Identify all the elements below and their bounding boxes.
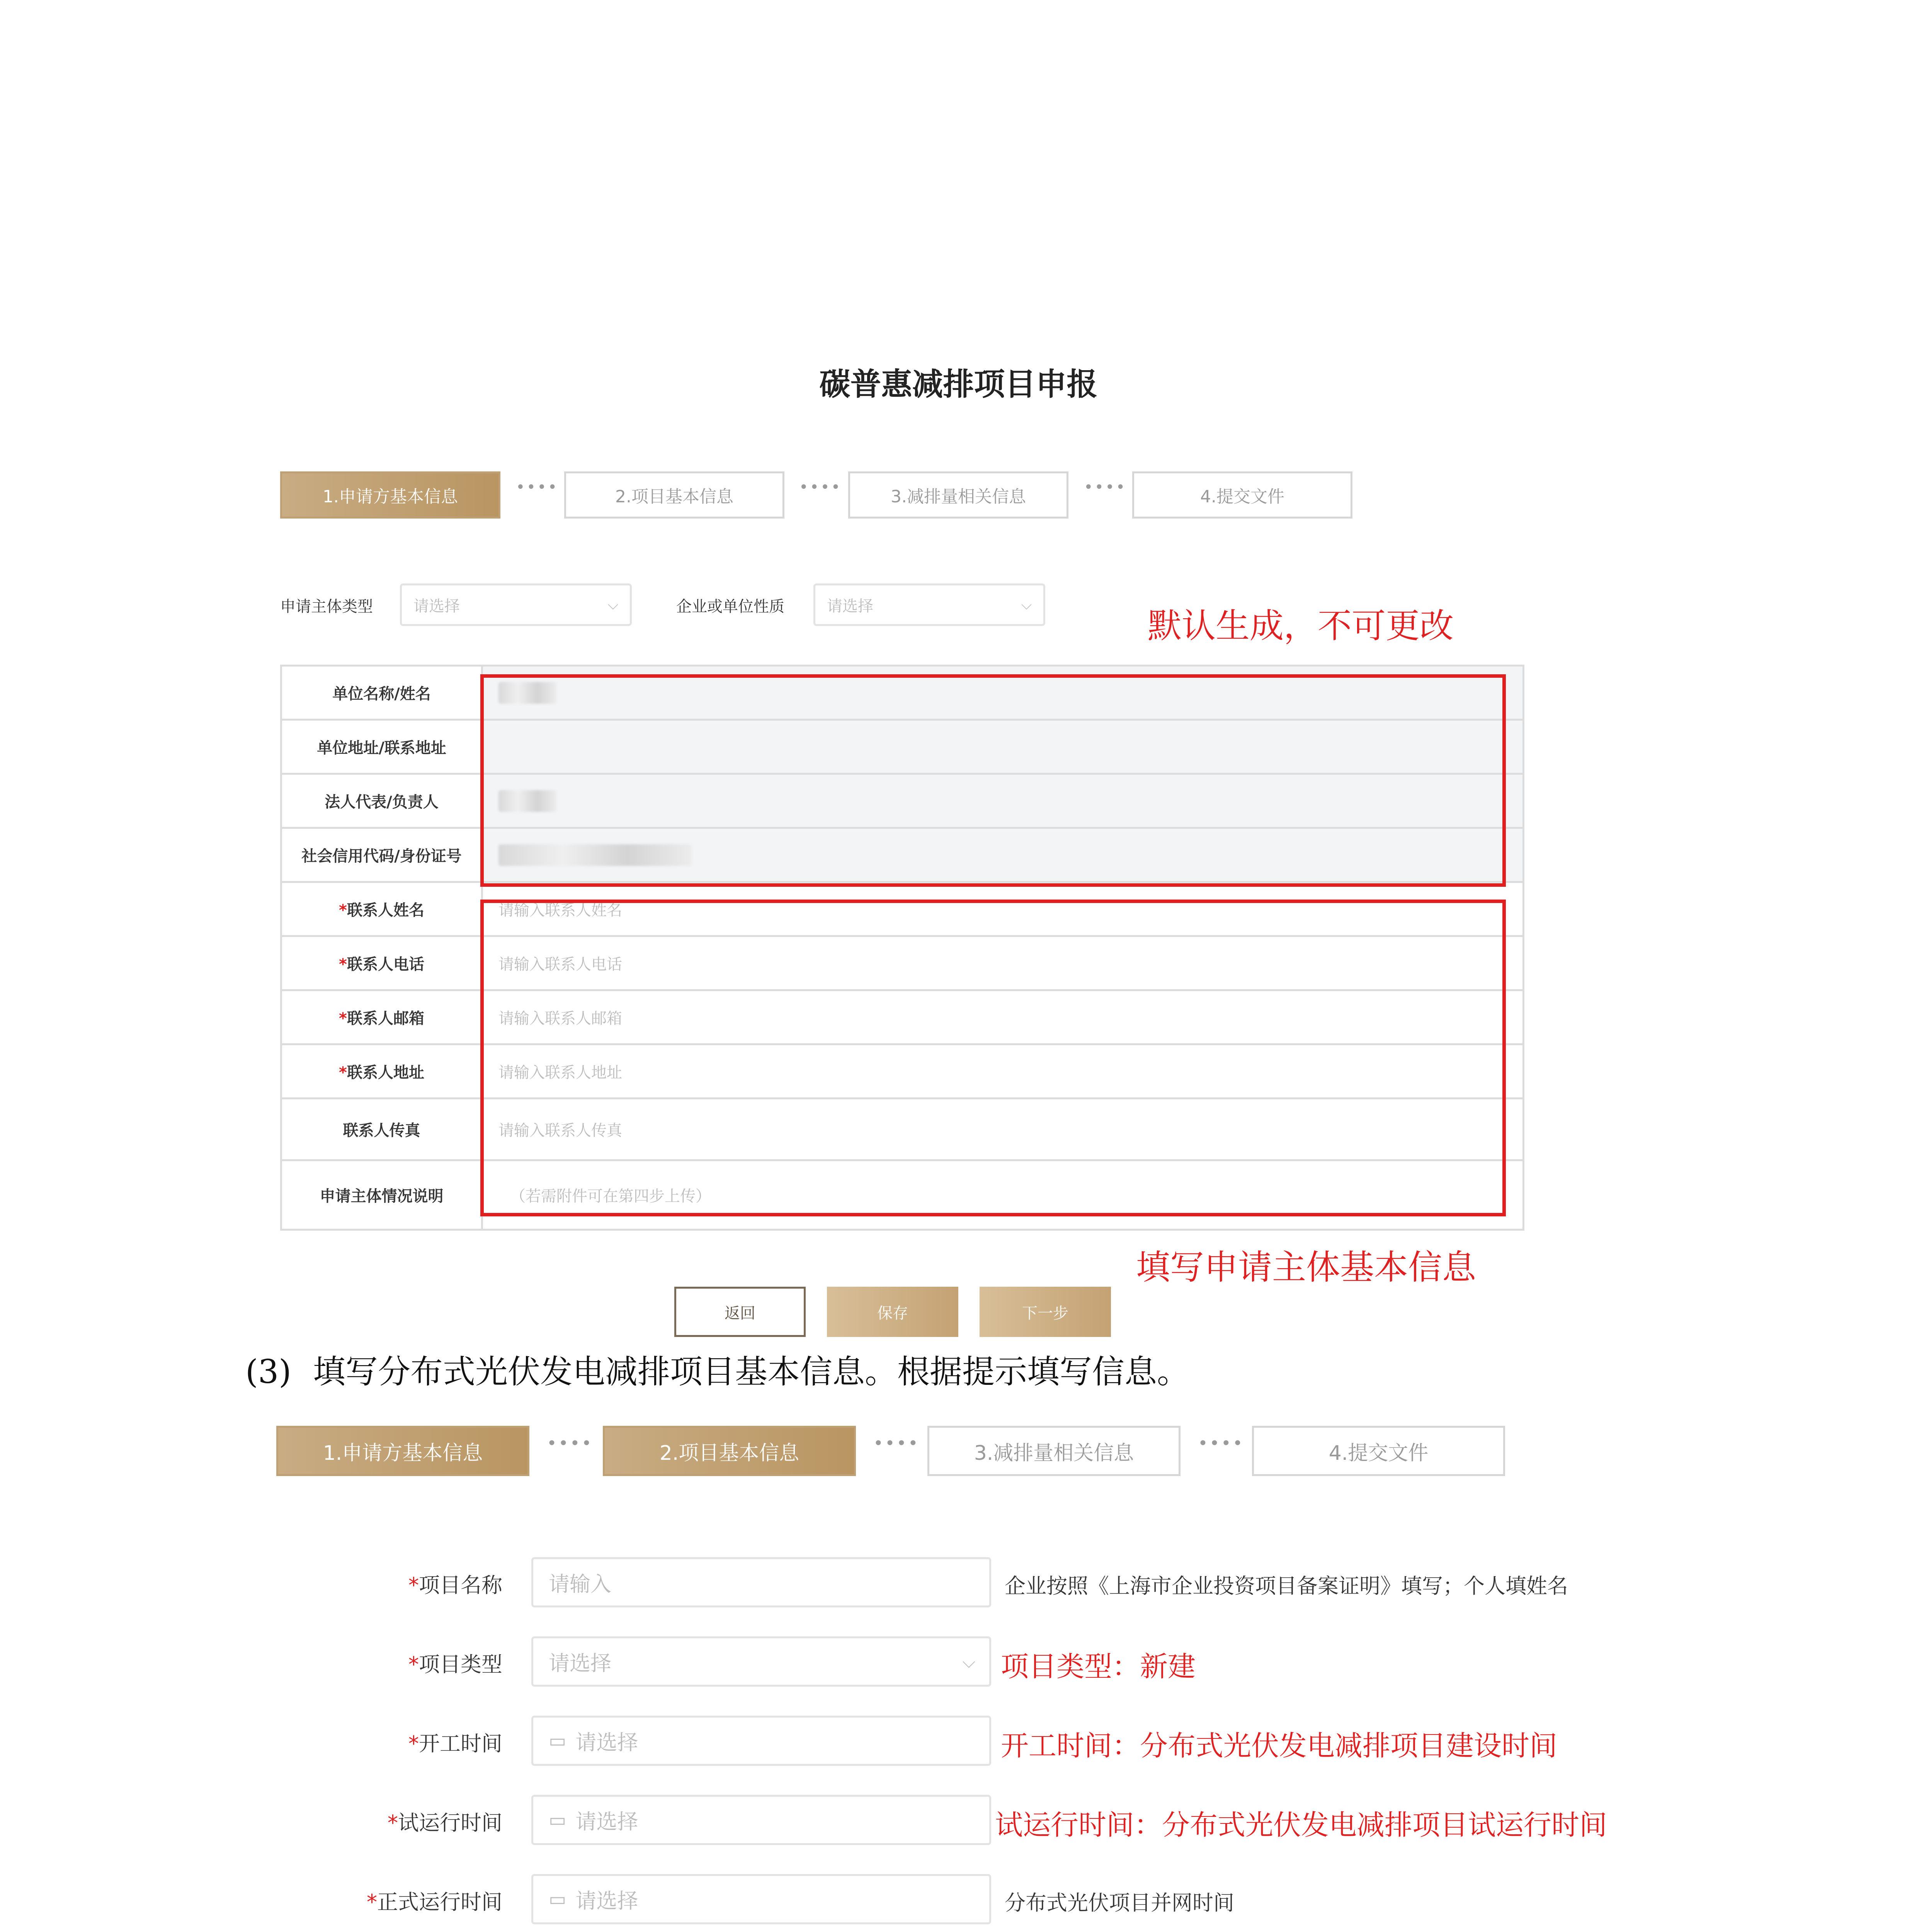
row-label: 联系人传真 [281,1099,482,1160]
row-label: 法人代表/负责人 [281,774,482,828]
project-name-label: *项目名称 [408,1573,502,1597]
trial-run-time-picker[interactable] [531,1795,991,1845]
paragraph-number: (3) [245,1353,291,1391]
input-placeholder: 请选择 [549,1651,611,1675]
annotation-fill-applicant: 填写申请主体基本信息 [1136,1247,1476,1287]
step-separator: •••• [1084,478,1127,496]
input-placeholder: 请选择 [575,1730,638,1755]
enterprise-nature-select[interactable] [813,583,1045,626]
annotation-default-generated: 默认生成，不可更改 [1148,606,1454,646]
trial-run-time-annotation: 试运行时间：分布式光伏发电减排项目试运行时间 [995,1809,1607,1841]
formal-run-time-hint: 分布式光伏项目并网时间 [1005,1891,1234,1915]
contact-fax-input[interactable]: 请输入联系人传真 [482,1099,1524,1160]
contact-name-input[interactable]: 请输入联系人姓名 [482,882,1524,936]
step-separator: •••• [547,1434,593,1453]
project-type-label: *项目类型 [408,1652,502,1677]
step-3[interactable]: 3.减排量相关信息 [848,471,1068,519]
row-label: 申请主体情况说明 [281,1160,482,1230]
input-placeholder: 请选择 [575,1888,638,1913]
contact-phone-input[interactable]: 请输入联系人电话 [482,936,1524,990]
contact-address-input[interactable]: 请输入联系人地址 [482,1044,1524,1099]
start-time-annotation: 开工时间：分布式光伏发电减排项目建设时间 [1001,1730,1558,1762]
row-label: 单位地址/联系地址 [281,720,482,774]
step-separator: •••• [799,478,842,496]
applicant-description-input[interactable]: （若需附件可在第四步上传） [482,1160,1524,1230]
project-name-hint: 企业按照《上海市企业投资项目备案证明》填写；个人填姓名 [1005,1574,1568,1598]
project-type-annotation: 项目类型：新建 [1001,1650,1196,1683]
step-separator: •••• [1198,1434,1244,1453]
row-label: *联系人电话 [281,936,482,990]
chevron-down-icon: ⌵ [1021,597,1032,613]
formal-run-time-label: *正式运行时间 [367,1890,502,1914]
form-title: 碳普惠减排项目申报 [819,366,1098,402]
paragraph-text: 填写分布式光伏发电减排项目基本信息。根据提示填写信息。 [313,1353,1190,1391]
row-label: 社会信用代码/身份证号 [281,828,482,882]
step-3[interactable]: 3.减排量相关信息 [927,1426,1180,1476]
highlight-box-editable [480,900,1506,1216]
step-separator: •••• [516,478,559,496]
trial-run-time-label: *试运行时间 [388,1811,502,1835]
enterprise-nature-label: 企业或单位性质 [676,598,784,616]
contact-email-input[interactable]: 请输入联系人邮箱 [482,990,1524,1044]
calendar-icon: ▭ [549,1809,566,1831]
start-time-label: *开工时间 [408,1731,502,1756]
start-time-picker[interactable] [531,1716,991,1766]
step-1[interactable]: 1.申请方基本信息 [276,1426,529,1476]
select-placeholder: 请选择 [827,597,873,615]
step-separator: •••• [873,1434,920,1453]
step-2[interactable]: 2.项目基本信息 [603,1426,856,1476]
chevron-down-icon: ⌵ [607,597,618,613]
input-placeholder: 请输入 [549,1571,611,1596]
save-button[interactable]: 保存 [827,1287,958,1337]
project-type-select[interactable] [531,1636,991,1687]
step-4[interactable]: 4.提交文件 [1252,1426,1505,1476]
calendar-icon: ▭ [549,1888,566,1910]
step-1[interactable]: 1.申请方基本信息 [280,471,500,519]
step-2[interactable]: 2.项目基本信息 [564,471,784,519]
applicant-type-label: 申请主体类型 [280,598,373,616]
highlight-box-readonly [480,674,1506,887]
step-4[interactable]: 4.提交文件 [1132,471,1352,519]
row-label: *联系人地址 [281,1044,482,1099]
select-placeholder: 请选择 [413,597,460,615]
chevron-down-icon: ⌵ [962,1652,975,1672]
row-label: 单位名称/姓名 [281,666,482,720]
next-step-button[interactable]: 下一步 [980,1287,1111,1337]
applicant-type-select[interactable] [400,583,632,626]
row-label: *联系人姓名 [281,882,482,936]
row-label: *联系人邮箱 [281,990,482,1044]
input-placeholder: 请选择 [575,1809,638,1834]
formal-run-time-picker[interactable] [531,1874,991,1924]
back-button[interactable]: 返回 [674,1287,806,1337]
project-name-input[interactable] [531,1557,991,1607]
calendar-icon: ▭ [549,1730,566,1752]
